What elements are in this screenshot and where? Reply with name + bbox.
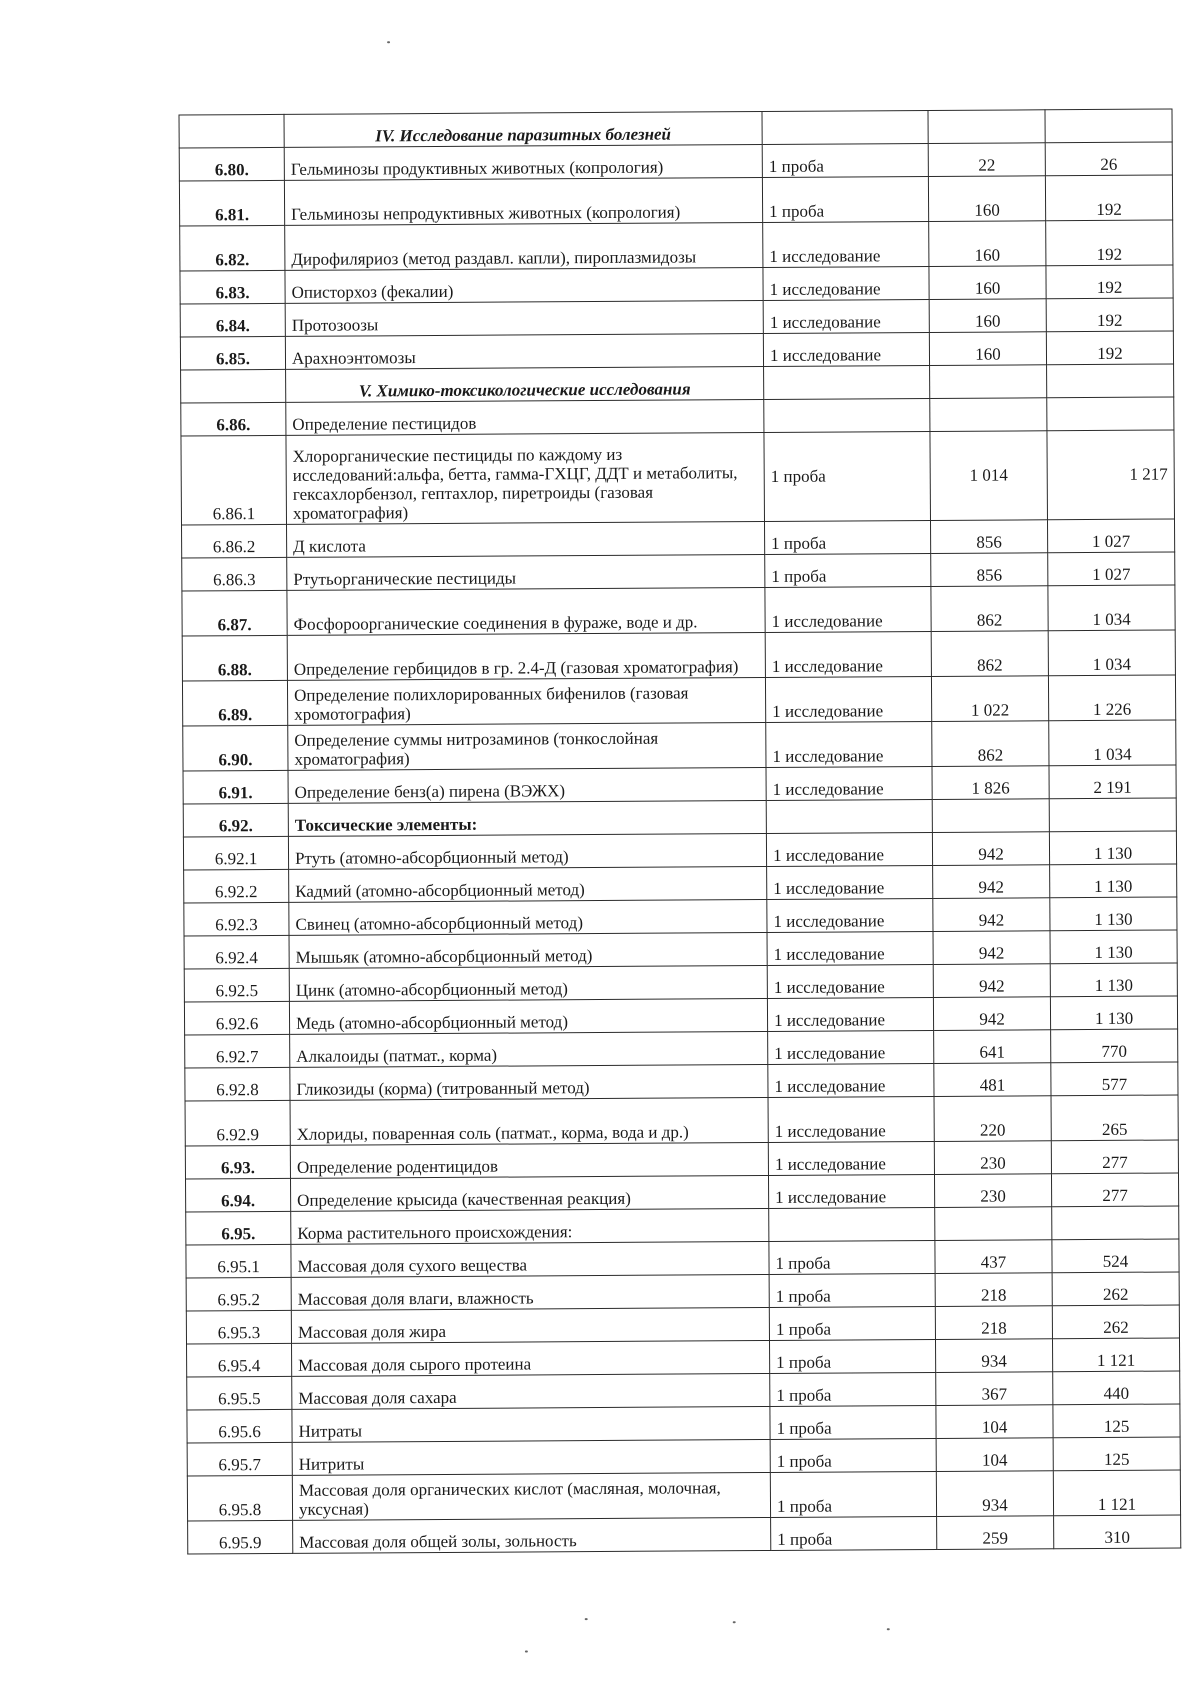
item-number: 6.92.3 xyxy=(184,902,289,936)
item-unit: 1 исследование xyxy=(763,266,929,300)
item-price xyxy=(935,1207,1052,1241)
item-number: 6.95.3 xyxy=(186,1310,291,1344)
item-price-vat: 262 xyxy=(1052,1272,1179,1306)
item-name: Протозоозы xyxy=(285,300,763,336)
item-number: 6.92.9 xyxy=(185,1100,290,1146)
item-unit: 1 исследование xyxy=(768,1096,934,1142)
item-name: Массовая доля общей золы, зольность xyxy=(293,1517,771,1553)
table-row xyxy=(181,430,1175,525)
item-price-vat: 1 121 xyxy=(1053,1470,1180,1516)
item-name: Фосфороорганические соединения в фураже, воде и др. xyxy=(287,587,765,635)
table-row xyxy=(182,630,1175,681)
item-number: 6.95.5 xyxy=(187,1376,292,1410)
item-price: 160 xyxy=(929,299,1046,333)
item-name: Массовая доля жира xyxy=(291,1307,769,1343)
item-price-vat: 192 xyxy=(1046,298,1173,332)
table-row xyxy=(188,1515,1181,1554)
item-price-vat: 1 027 xyxy=(1048,552,1175,586)
item-unit: 1 проба xyxy=(765,553,931,587)
section-title: V. Химико-токсикологические исследования xyxy=(286,366,764,402)
item-number: 6.86.3 xyxy=(182,557,287,591)
item-number: 6.86.1 xyxy=(181,435,287,525)
item-price-vat: 277 xyxy=(1051,1173,1178,1207)
item-price xyxy=(930,398,1047,432)
item-name: Массовая доля органических кислот (масляная, молочная, уксусная) xyxy=(292,1472,770,1520)
item-unit xyxy=(764,398,930,432)
item-price-vat: 125 xyxy=(1053,1437,1180,1471)
item-price: 934 xyxy=(936,1471,1053,1517)
item-price: 259 xyxy=(937,1516,1054,1550)
item-number: 6.89. xyxy=(182,680,287,726)
item-unit: 1 исследование xyxy=(763,221,929,267)
item-unit: 1 исследование xyxy=(765,676,931,722)
item-unit: 1 исследование xyxy=(767,964,933,998)
table-row xyxy=(179,175,1172,226)
item-number: 6.87. xyxy=(182,590,287,636)
item-name: Массовая доля сахара xyxy=(292,1373,770,1409)
item-price: 160 xyxy=(929,332,1046,366)
item-price: 942 xyxy=(933,997,1050,1031)
item-unit: 1 проба xyxy=(770,1471,936,1517)
item-price-vat xyxy=(1049,798,1176,832)
item-unit: 1 проба xyxy=(770,1405,936,1439)
item-unit: 1 проба xyxy=(769,1240,935,1274)
item-number: 6.80. xyxy=(179,147,284,181)
item-price: 942 xyxy=(933,898,1050,932)
item-price: 437 xyxy=(935,1240,1052,1274)
item-price: 942 xyxy=(933,865,1050,899)
item-name: Гликозиды (корма) (титрованный метод) xyxy=(290,1064,768,1100)
item-price: 230 xyxy=(934,1174,1051,1208)
item-price: 218 xyxy=(935,1273,1052,1307)
item-price-vat: 26 xyxy=(1045,142,1172,176)
item-name: Ртуть (атомно-абсорбционный метод) xyxy=(288,833,766,869)
item-name: Ртутьорганические пестициды xyxy=(287,554,765,590)
item-name: Медь (атомно-абсорбционный метод) xyxy=(289,998,767,1034)
item-number: 6.86.2 xyxy=(182,524,287,558)
item-name: Гельминозы продуктивных животных (копрология) xyxy=(284,144,762,180)
item-price-vat: 192 xyxy=(1046,265,1173,299)
price-table xyxy=(178,108,1181,1554)
item-number: 6.85. xyxy=(180,336,285,370)
item-unit: 1 исследование xyxy=(763,332,929,366)
item-unit: 1 исследование xyxy=(766,832,932,866)
item-price: 1 022 xyxy=(931,676,1048,722)
item-number: 6.93. xyxy=(185,1145,290,1179)
item-number: 6.95.7 xyxy=(187,1442,292,1476)
item-price-vat: 770 xyxy=(1051,1029,1178,1063)
item-unit: 1 проба xyxy=(770,1438,936,1472)
item-name: Нитраты xyxy=(292,1406,770,1442)
item-name: Определение родентицидов xyxy=(290,1142,768,1178)
item-price-vat xyxy=(1047,397,1174,431)
item-number: 6.92. xyxy=(183,803,288,837)
item-number: 6.82. xyxy=(180,225,285,271)
section-title: IV. Исследование паразитных болезней xyxy=(284,111,762,147)
item-price: 934 xyxy=(935,1339,1052,1373)
item-price-vat xyxy=(1052,1206,1179,1240)
item-unit xyxy=(766,799,932,833)
item-number: 6.81. xyxy=(179,180,284,226)
item-price-vat: 1 130 xyxy=(1050,897,1177,931)
item-unit: 1 исследование xyxy=(767,931,933,965)
item-unit: 1 исследование xyxy=(763,299,929,333)
item-price: 481 xyxy=(934,1063,1051,1097)
item-number: 6.91. xyxy=(183,770,288,804)
item-price-vat: 1 130 xyxy=(1050,996,1177,1030)
item-price-vat: 192 xyxy=(1046,331,1173,365)
item-price-vat: 1 130 xyxy=(1050,963,1177,997)
item-price: 1 014 xyxy=(930,431,1048,521)
item-number: 6.84. xyxy=(180,303,285,337)
item-price-vat: 577 xyxy=(1051,1062,1178,1096)
item-name: Определение гербицидов в гр. 2.4-Д (газовая хроматография) xyxy=(287,632,765,680)
item-number: 6.92.6 xyxy=(184,1001,289,1035)
item-name: Корма растительного происхождения: xyxy=(291,1208,769,1244)
item-number: 6.95.6 xyxy=(187,1409,292,1443)
item-unit: 1 исследование xyxy=(765,586,931,632)
item-unit: 1 исследование xyxy=(768,1174,934,1208)
table-row xyxy=(182,585,1175,636)
item-number: 6.92.7 xyxy=(185,1034,290,1068)
item-unit: 1 исследование xyxy=(767,997,933,1031)
item-name: Дирофиляриоз (метод раздавл. капли), пироплазмидозы xyxy=(285,222,763,270)
item-price-vat: 1 130 xyxy=(1050,930,1177,964)
table-row xyxy=(185,1095,1178,1146)
table-row xyxy=(180,220,1173,271)
item-price: 104 xyxy=(936,1438,1053,1472)
table-row xyxy=(182,675,1175,726)
item-number: 6.86. xyxy=(181,402,286,436)
item-price: 641 xyxy=(934,1030,1051,1064)
item-price-vat: 440 xyxy=(1053,1371,1180,1405)
item-unit: 1 исследование xyxy=(768,1063,934,1097)
item-price: 1 826 xyxy=(932,766,1049,800)
item-price-vat: 192 xyxy=(1046,220,1173,266)
item-name: Нитриты xyxy=(292,1439,770,1475)
item-price: 862 xyxy=(931,586,1048,632)
item-unit: 1 проба xyxy=(769,1273,935,1307)
item-price-vat: 310 xyxy=(1054,1515,1181,1549)
scan-speck xyxy=(733,1621,736,1623)
item-price-vat: 125 xyxy=(1053,1404,1180,1438)
item-name: Д кислота xyxy=(287,521,765,557)
item-price: 862 xyxy=(932,721,1049,767)
item-unit: 1 проба xyxy=(769,1306,935,1340)
item-price-vat: 1 027 xyxy=(1047,519,1174,553)
item-name: Свинец (атомно-абсорбционный метод) xyxy=(289,899,767,935)
item-name: Массовая доля сырого протеина xyxy=(292,1340,770,1376)
item-unit: 1 исследование xyxy=(765,631,931,677)
item-price-vat: 1 226 xyxy=(1048,675,1175,721)
item-price-vat: 1 034 xyxy=(1048,585,1175,631)
item-name: Алкалоиды (патмат., корма) xyxy=(290,1031,768,1067)
item-unit: 1 исследование xyxy=(767,865,933,899)
item-price: 160 xyxy=(928,176,1045,222)
item-name: Хлориды, поваренная соль (патмат., корма, вода и др.) xyxy=(290,1097,768,1145)
item-unit: 1 проба xyxy=(762,176,928,222)
item-number: 6.95.9 xyxy=(188,1520,293,1554)
item-price: 160 xyxy=(929,221,1046,267)
item-price: 862 xyxy=(931,631,1048,677)
item-price: 218 xyxy=(935,1306,1052,1340)
item-price: 942 xyxy=(933,931,1050,965)
item-unit: 1 исследование xyxy=(768,1030,934,1064)
item-number: 6.94. xyxy=(186,1178,291,1212)
item-name: Определение бенз(а) пирена (ВЭЖХ) xyxy=(288,767,766,803)
item-price-vat: 2 191 xyxy=(1049,765,1176,799)
item-number: 6.92.1 xyxy=(183,836,288,870)
item-unit: 1 исследование xyxy=(767,898,933,932)
item-number: 6.92.2 xyxy=(184,869,289,903)
item-unit: 1 исследование xyxy=(766,721,932,767)
scan-speck xyxy=(585,1618,588,1620)
item-price-vat: 1 034 xyxy=(1049,720,1176,766)
item-number: 6.95. xyxy=(186,1211,291,1245)
item-unit: 1 проба xyxy=(764,520,930,554)
item-name: Кадмий (атомно-абсорбционный метод) xyxy=(289,866,767,902)
item-price: 856 xyxy=(930,520,1047,554)
item-name: Массовая доля сухого вещества xyxy=(291,1241,769,1277)
item-name: Гельминозы непродуктивных животных (копрология) xyxy=(284,177,762,225)
item-number: 6.95.1 xyxy=(186,1244,291,1278)
item-price: 856 xyxy=(931,553,1048,587)
item-number: 6.95.2 xyxy=(186,1277,291,1311)
item-unit: 1 исследование xyxy=(766,766,932,800)
item-unit: 1 проба xyxy=(762,143,928,177)
item-name: Описторхоз (фекалии) xyxy=(285,267,763,303)
scan-speck xyxy=(525,1650,528,1652)
item-unit: 1 проба xyxy=(769,1339,935,1373)
scan-speck xyxy=(387,41,390,43)
item-price-vat: 1 034 xyxy=(1048,630,1175,676)
item-unit xyxy=(769,1207,935,1241)
item-price: 160 xyxy=(929,266,1046,300)
item-unit: 1 проба xyxy=(770,1372,936,1406)
item-price-vat: 262 xyxy=(1052,1305,1179,1339)
item-name: Хлорорганические пестициды по каждому из исследований:альфа, бетта, гамма-ГХЦГ, ДДТ и метаболиты, гексахлорбензол, гептахлор, пиретроиды (газовая хроматография) xyxy=(286,432,765,524)
item-unit: 1 проба xyxy=(764,431,931,521)
item-price: 104 xyxy=(936,1405,1053,1439)
item-price: 942 xyxy=(933,964,1050,998)
item-name: Мышьяк (атомно-абсорбционный метод) xyxy=(289,932,767,968)
item-price-vat: 1 121 xyxy=(1052,1338,1179,1372)
item-price: 230 xyxy=(934,1141,1051,1175)
item-name: Токсические элементы: xyxy=(288,800,766,836)
table-row xyxy=(183,720,1176,771)
item-number: 6.95.4 xyxy=(187,1343,292,1377)
item-price-vat: 265 xyxy=(1051,1095,1178,1141)
item-number: 6.92.4 xyxy=(184,935,289,969)
item-number: 6.90. xyxy=(183,725,288,771)
item-price: 220 xyxy=(934,1096,1051,1142)
item-price: 942 xyxy=(932,832,1049,866)
item-number: 6.95.8 xyxy=(187,1475,292,1521)
item-number: 6.88. xyxy=(182,635,287,681)
item-name: Определение пестицидов xyxy=(286,399,764,435)
table-row xyxy=(187,1470,1180,1521)
item-price-vat: 1 130 xyxy=(1049,831,1176,865)
item-name: Арахноэнтомозы xyxy=(285,333,763,369)
scan-speck xyxy=(887,1628,890,1630)
item-number: 6.92.8 xyxy=(185,1067,290,1101)
item-name: Цинк (атомно-абсорбционный метод) xyxy=(289,965,767,1001)
item-unit: 1 исследование xyxy=(768,1141,934,1175)
item-price: 22 xyxy=(928,143,1045,177)
item-price-vat: 1 217 xyxy=(1047,430,1175,520)
item-price-vat: 1 130 xyxy=(1050,864,1177,898)
item-number: 6.92.5 xyxy=(184,968,289,1002)
item-price xyxy=(932,799,1049,833)
item-unit: 1 проба xyxy=(771,1516,937,1550)
item-price: 367 xyxy=(936,1372,1053,1406)
item-name: Массовая доля влаги, влажность xyxy=(291,1274,769,1310)
item-number: 6.83. xyxy=(180,270,285,304)
item-name: Определение крысида (качественная реакция) xyxy=(291,1175,769,1211)
item-name: Определение суммы нитрозаминов (тонкослойная хроматография) xyxy=(288,722,766,770)
item-price-vat: 524 xyxy=(1052,1239,1179,1273)
item-price-vat: 192 xyxy=(1045,175,1172,221)
item-name: Определение полихлорированных бифенилов (газовая хромотография) xyxy=(287,677,765,725)
item-price-vat: 277 xyxy=(1051,1140,1178,1174)
